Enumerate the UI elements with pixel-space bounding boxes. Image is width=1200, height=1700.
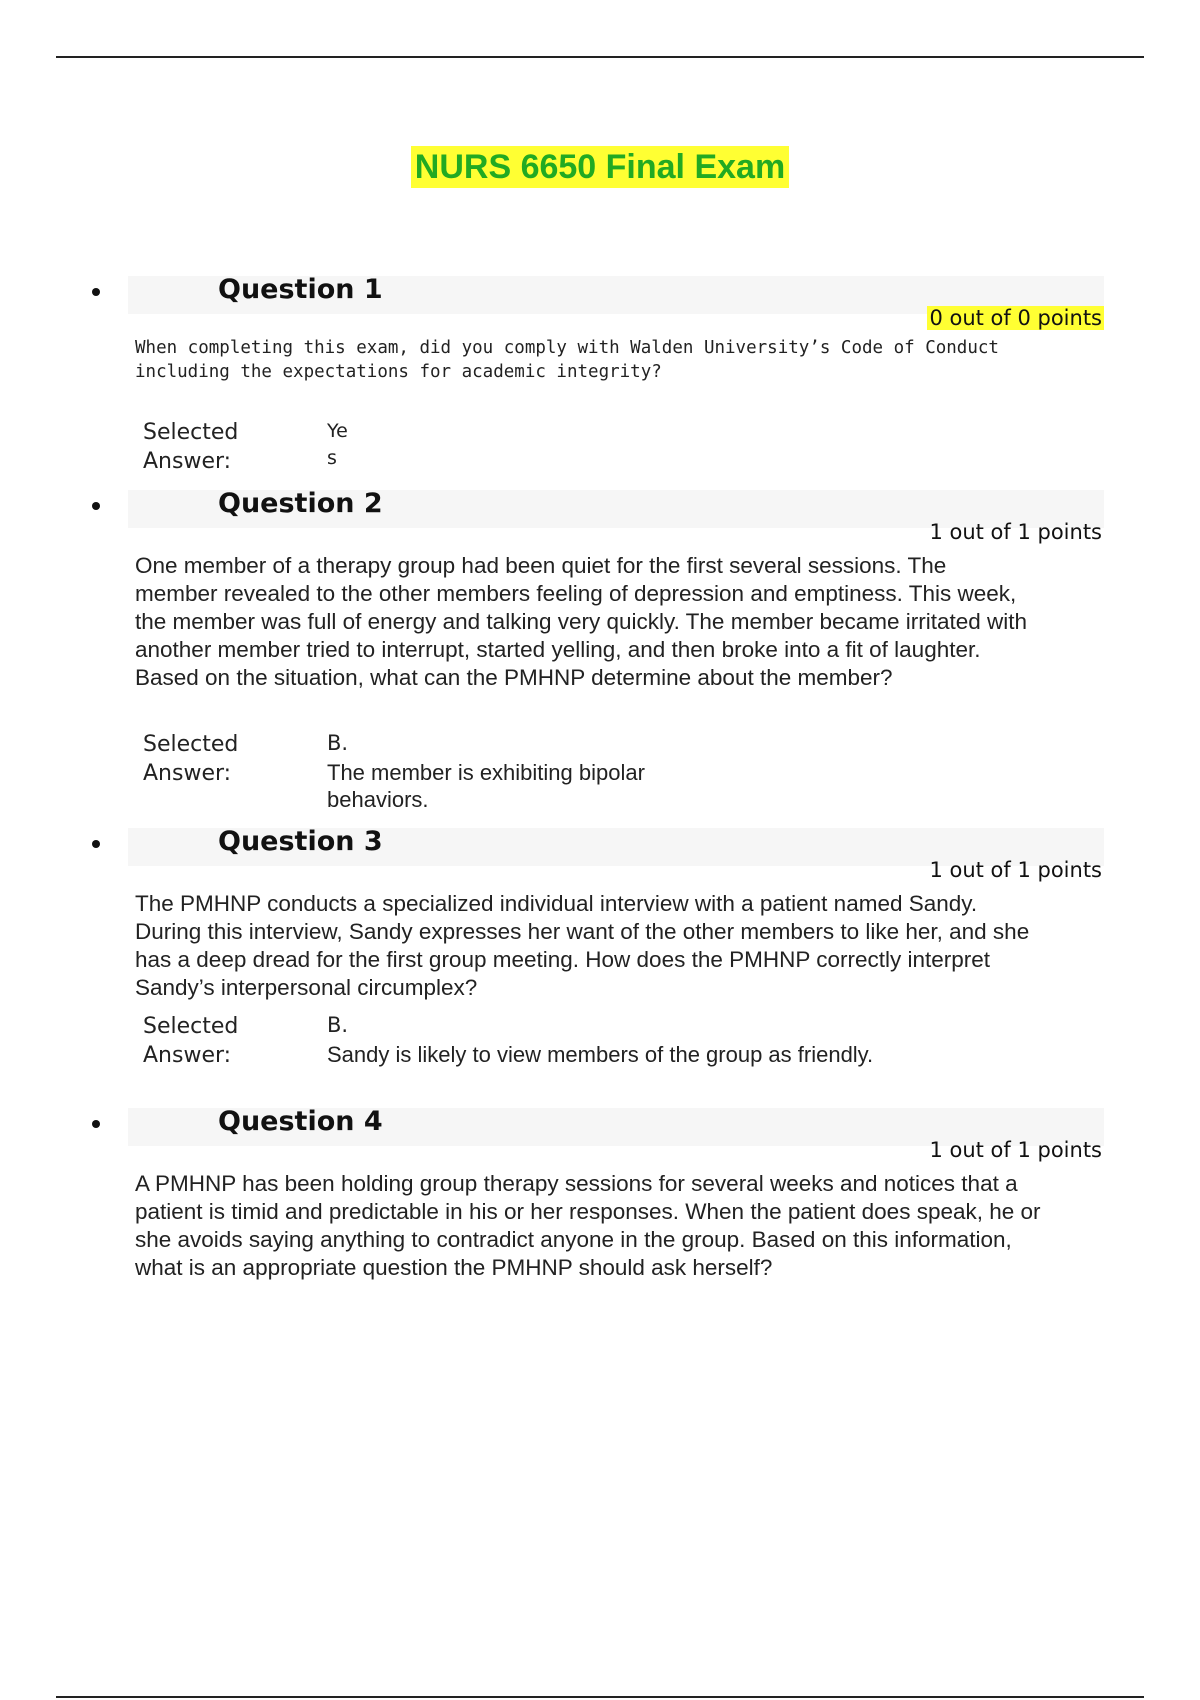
answer-letter: B. [327,1013,349,1037]
answer-letter: B. [327,731,349,755]
selected-answer-label: Selected Answer: [143,732,239,786]
points-badge: 0 out of 0 points [929,306,1102,330]
bullet-icon [92,288,100,296]
document-title [0,148,1200,187]
selected-answer-label: Selected Answer: [143,1014,239,1068]
question-label: Question 2 [218,488,383,519]
top-rule [56,56,1144,58]
title-text: NURS 6650 Final Exam [411,146,789,188]
selected-answer-value: Yes [327,420,348,469]
bottom-rule [56,1696,1144,1698]
selected-answer-label: Selected Answer: [143,420,239,474]
question-label: Question 4 [218,1106,383,1137]
question-text: The PMHNP conducts a specialized individual interview with a patient named Sandy. During this interview, Sandy expresses her want of the other members to like her, and she has a deep dread for the first group meeting. How does the PMHNP correctly interpret Sandy’s interpersonal circumplex? [135,891,1030,1000]
points-badge: 1 out of 1 points [929,1138,1102,1162]
answer-text: Sandy is likely to view members of the group as friendly. [327,1042,874,1067]
points-badge: 1 out of 1 points [929,858,1102,882]
question-text: A PMHNP has been holding group therapy sessions for several weeks and notices that a patient is timid and predictable in his or her responses. When the patient does speak, he or she avoids saying anything to contradict anyone in the group. Based on this information, what is an appropriate question the PMHNP should ask herself? [135,1171,1041,1280]
bullet-icon [92,1120,100,1128]
points-badge: 1 out of 1 points [929,520,1102,544]
bullet-icon [92,502,100,510]
question-text: One member of a therapy group had been quiet for the first several sessions. The member revealed to the other members feeling of depression and emptiness. This week, the member was full of energy and talking very quickly. The member became irritated with another member tried to interrupt, started yelling, and then broke into a fit of laughter. Based on the situation, what can the PMHNP determine about the member? [135,553,1028,690]
answer-text: The member is exhibiting bipolar behaviors. [327,760,645,812]
selected-answer-value [327,1012,1027,1068]
bullet-icon [92,840,100,848]
selected-answer-value [327,730,687,813]
question-text: When completing this exam, did you comply with Walden University’s Code of Conduct including the expectations for academic integrity? [135,338,999,382]
question-label: Question 3 [218,826,383,857]
question-label: Question 1 [218,274,383,305]
